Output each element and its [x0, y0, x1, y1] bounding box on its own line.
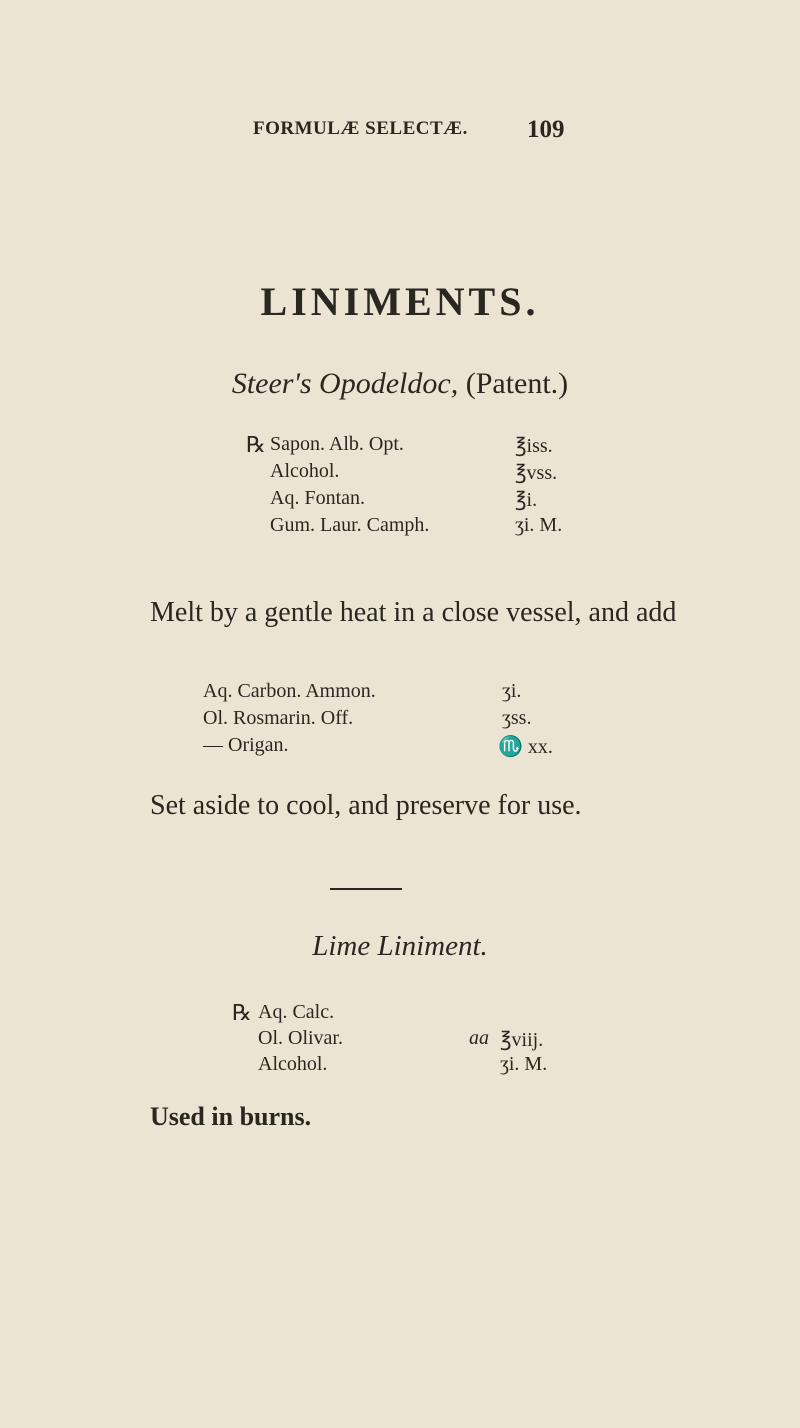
- closing-text: Set aside to cool, and preserve for use.: [150, 790, 582, 821]
- instruction-text: Melt by a gentle heat in a close vessel, and add: [150, 597, 677, 628]
- recipe-title-italic: Steer's Opodeldoc,: [231, 367, 459, 400]
- ingredient-qty: ℥iss.: [515, 435, 553, 457]
- ingredient-name: Alcohol.: [270, 460, 340, 482]
- rx-symbol: ℞: [246, 432, 266, 457]
- recipe-title-opodeldoc: [0, 367, 800, 401]
- addition-name: Ol. Rosmarin. Off.: [203, 707, 354, 729]
- section-title: LINIMENTS.: [260, 279, 540, 324]
- ingredient-qty-prefix: aa: [469, 1027, 489, 1049]
- ingredient-name: Aq. Fontan.: [270, 487, 365, 509]
- ingredient-qty: ʒi. M.: [500, 1053, 548, 1075]
- ingredient-name: Sapon. Alb. Opt.: [270, 433, 404, 455]
- recipe-title-rest: (Patent.): [465, 367, 569, 400]
- addition-qty: ʒss.: [502, 707, 532, 729]
- running-header: FORMULÆ SELECTÆ.: [253, 118, 468, 139]
- rx-symbol: ℞: [232, 1000, 252, 1025]
- ingredient-name: Aq. Calc.: [258, 1001, 335, 1023]
- usage-text: Used in burns.: [150, 1102, 312, 1131]
- page-number: 109: [527, 116, 565, 143]
- recipe-title-lime: Lime Liniment.: [312, 930, 488, 962]
- ingredient-qty: ℥viij.: [500, 1029, 544, 1051]
- addition-qty: ♏ xx.: [498, 736, 553, 758]
- ingredient-name: Gum. Laur. Camph.: [270, 514, 430, 536]
- addition-qty: ʒi.: [502, 680, 522, 702]
- ingredient-name: Ol. Olivar.: [258, 1027, 343, 1049]
- addition-name: — Origan.: [203, 734, 289, 756]
- ingredient-qty: ʒi. M.: [515, 514, 563, 536]
- ingredient-name: Alcohol.: [258, 1053, 328, 1075]
- section-divider: [330, 888, 402, 890]
- ingredient-qty: ℥i.: [515, 489, 538, 511]
- addition-name: Aq. Carbon. Ammon.: [203, 680, 376, 702]
- ingredient-qty: ℥vss.: [515, 462, 558, 484]
